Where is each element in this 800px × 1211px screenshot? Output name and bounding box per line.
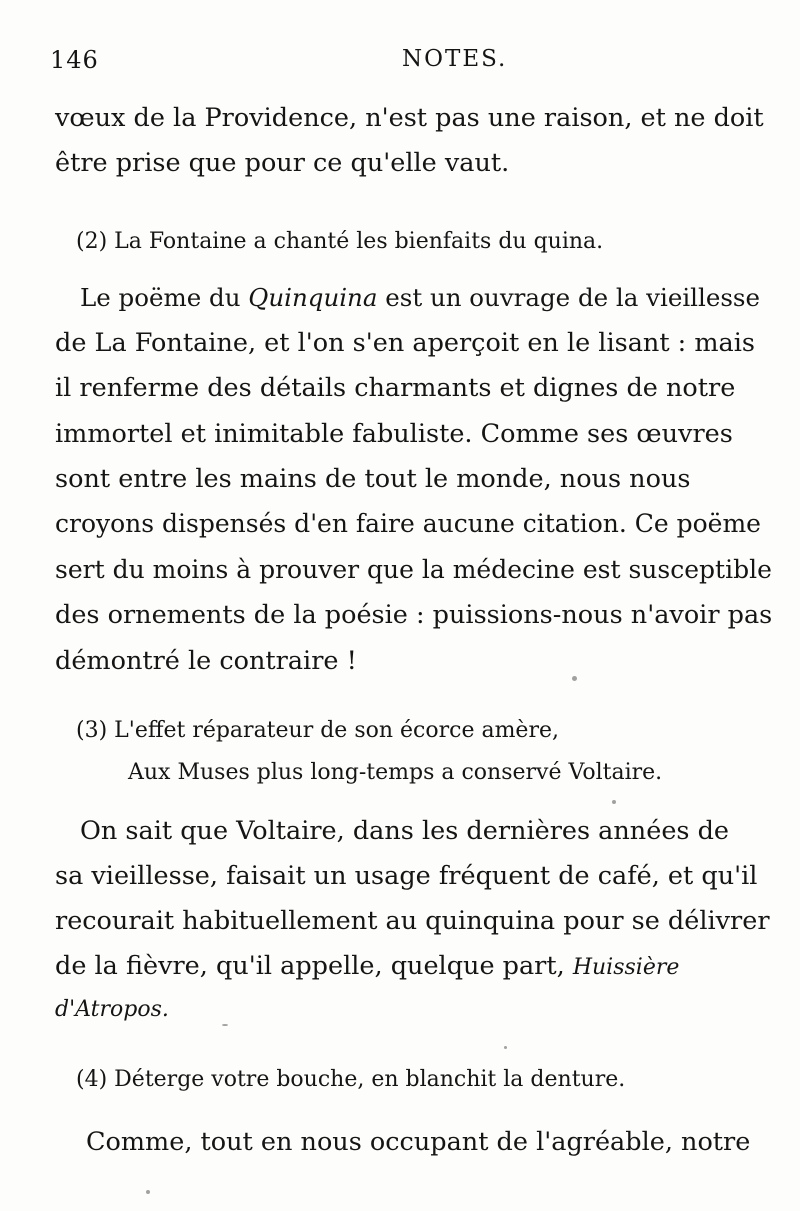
text-line: de La Fontaine, et l'on s'en aperçoit en le lisant : mais <box>55 328 755 358</box>
paper-speck <box>572 676 577 681</box>
page-number: 146 <box>50 46 99 74</box>
text-segment: Le poëme du <box>80 283 241 312</box>
paper-speck <box>222 1024 228 1026</box>
paper-speck <box>146 1190 150 1194</box>
text-line: il renferme des détails charmants et dignes de notre <box>55 373 736 403</box>
paper-speck <box>612 800 616 804</box>
text-line: démontré le contraire ! <box>55 646 357 676</box>
page-header <box>50 46 750 82</box>
italic-phrase: d'Atropos. <box>55 997 169 1022</box>
paper-speck <box>504 1046 507 1049</box>
running-title: NOTES. <box>402 46 508 72</box>
verse-line: (3) L'effet réparateur de son écorce amère, <box>76 718 559 743</box>
text-line: sont entre les mains de tout le monde, nous nous <box>55 464 691 494</box>
note-heading: (4) Déterge votre bouche, en blanchit la denture. <box>76 1067 626 1092</box>
text-line: immortel et inimitable fabuliste. Comme ses œuvres <box>55 419 733 449</box>
note-heading: (2) La Fontaine a chanté les bienfaits du quina. <box>76 229 604 254</box>
text-segment: de la fièvre, qu'il appelle, quelque part, <box>55 951 565 981</box>
text-line: Comme, tout en nous occupant de l'agréable, notre <box>86 1127 751 1157</box>
italic-phrase: Huissière <box>572 955 680 980</box>
text-line: sert du moins à prouver que la médecine est susceptible <box>55 555 772 584</box>
text-line: recourait habituellement au quinquina pour se délivrer <box>55 906 770 936</box>
text-line: sa vieillesse, faisait un usage fréquent de café, et qu'il <box>55 861 758 891</box>
italic-title: Quinquina <box>248 283 378 312</box>
text-line: croyons dispensés d'en faire aucune citation. Ce poëme <box>55 509 761 538</box>
text-line <box>80 282 760 314</box>
text-line: On sait que Voltaire, dans les dernières années de <box>80 816 730 846</box>
text-line: vœux de la Providence, n'est pas une raison, et ne doit <box>55 103 764 133</box>
text-line <box>55 950 679 984</box>
text-segment: est un ouvrage de la vieillesse <box>385 283 760 312</box>
verse-line: Aux Muses plus long-temps a conservé Voltaire. <box>128 760 663 785</box>
text-line: des ornements de la poésie : puissions-nous n'avoir pas <box>55 600 773 630</box>
text-line: être prise que pour ce qu'elle vaut. <box>55 148 510 178</box>
